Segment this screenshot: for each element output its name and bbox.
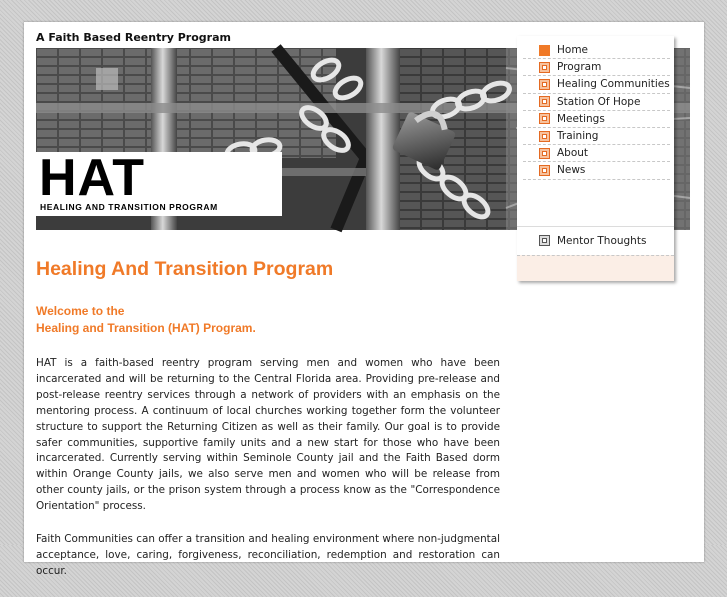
- nav-label: Training: [557, 130, 599, 143]
- nav-label: Meetings: [557, 112, 605, 125]
- nav-list: [517, 36, 674, 180]
- bullet-icon: [539, 62, 550, 73]
- nav-footer: [517, 255, 674, 281]
- page-container: [24, 22, 704, 577]
- nav-item-training[interactable]: [523, 128, 670, 145]
- bullet-icon: [539, 131, 550, 142]
- nav-label: About: [557, 147, 589, 160]
- bullet-icon: [539, 165, 550, 176]
- nav-item-healing-communities[interactable]: [523, 76, 670, 93]
- site-tagline: A Faith Based Reentry Program: [36, 31, 231, 44]
- main-navigation: [517, 36, 674, 281]
- nav-item-home[interactable]: [523, 42, 670, 59]
- nav-item-news[interactable]: [523, 162, 670, 179]
- welcome-line-1: Welcome to the: [36, 304, 125, 318]
- bullet-icon: [539, 148, 550, 159]
- nav-label: Home: [557, 44, 589, 57]
- nav-label: News: [557, 164, 586, 177]
- nav-label: Mentor Thoughts: [557, 234, 647, 247]
- bullet-icon: [539, 79, 550, 90]
- bullet-icon: [539, 113, 550, 124]
- nav-item-meetings[interactable]: [523, 111, 670, 128]
- intro-paragraph: HAT is a faith-based reentry program serving men and women who have been incarcerated and will be returning to the Central Florida area. Providing pre-release and post-release reentry services through a network of providers with an emphasis on the mentoring process. A continuum of local churches working together form the volunteer structure to support the Returning Citizen as well as their family. Our goal is to provide safer communities, supportive family units and a new start for those who have been incarcerated. Currently serving within Seminole County jail and the Faith Based dorm within Orange County jails, we also serve men and women who will be release from other county jails, or the prison system through a process know as the "Correspondence Orientation" process.: [36, 357, 500, 513]
- welcome-line-2: Healing and Transition (HAT) Program.: [36, 320, 256, 335]
- faith-communities-paragraph: Faith Communities can offer a transition and healing environment where non-judgmental acceptance, love, caring, forgiveness, reconciliation, redemption and restoration can occur.: [36, 533, 500, 577]
- logo-subtitle: HEALING AND TRANSITION PROGRAM: [40, 202, 218, 212]
- main-content: [36, 258, 500, 597]
- nav-label: Station Of Hope: [557, 95, 641, 108]
- logo-wordmark: HAT: [39, 149, 146, 207]
- bullet-icon: [539, 45, 550, 56]
- hat-logo: [36, 149, 282, 216]
- nav-item-about[interactable]: [523, 145, 670, 162]
- welcome-subheading: [36, 303, 500, 336]
- nav-label: Healing Communities: [557, 78, 670, 91]
- nav-label: Program: [557, 61, 602, 74]
- bullet-icon: [539, 235, 550, 246]
- bullet-icon: [539, 96, 550, 107]
- nav-divider: [517, 226, 674, 227]
- nav-item-program[interactable]: [523, 59, 670, 76]
- page-title: Healing And Transition Program: [36, 258, 334, 280]
- nav-item-mentor-thoughts[interactable]: [523, 232, 670, 249]
- nav-item-station-of-hope[interactable]: [523, 94, 670, 111]
